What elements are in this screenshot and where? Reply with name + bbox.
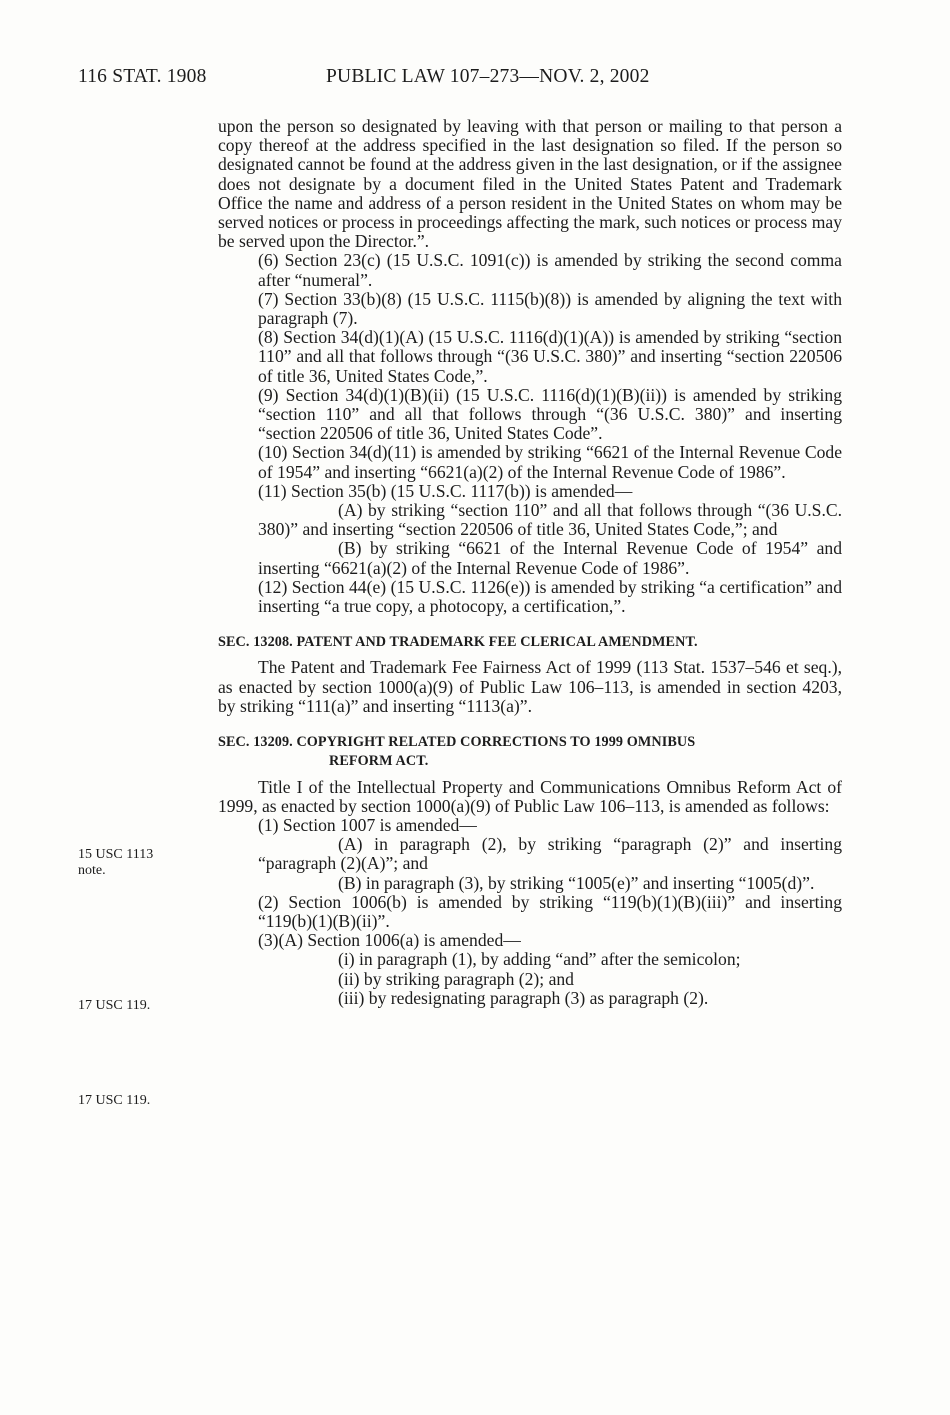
item-3-a-i: (i) in paragraph (1), by adding “and” after the semicolon;: [338, 949, 741, 970]
paragraph-11-b: (B) by striking “6621 of the Internal Revenue Code of 1954” and inserting “6621(a)(2) of the Internal Revenue Code of 1986”.: [258, 538, 842, 578]
document-body: [218, 117, 842, 1008]
margin-note-15usc1113: 15 USC 1113: [78, 847, 154, 862]
paragraph-11: (11) Section 35(b) (15 U.S.C. 1117(b)) is amended—: [258, 480, 633, 501]
section-heading-13208: SEC. 13208. PATENT AND TRADEMARK FEE CLERICAL AMENDMENT.: [218, 634, 698, 651]
item-3-a: (3)(A) Section 1006(a) is amended—: [258, 930, 521, 951]
section-heading-13209-cont: REFORM ACT.: [329, 753, 429, 770]
margin-note-17usc119-a: 17 USC 119.: [78, 998, 151, 1013]
item-3-a-ii: (ii) by striking paragraph (2); and: [338, 968, 574, 989]
item-3-a-iii: (iii) by redesignating paragraph (3) as paragraph (2).: [338, 987, 709, 1008]
item-1: (1) Section 1007 is amended—: [258, 814, 477, 835]
section-heading-13209: SEC. 13209. COPYRIGHT RELATED CORRECTIONS TO 1999 OMNIBUS: [218, 734, 696, 751]
page-citation: 116 STAT. 1908: [78, 66, 207, 87]
item-1-b: (B) in paragraph (3), by striking “1005(e)” and inserting “1005(d)”.: [338, 872, 815, 893]
item-1-a: (A) in paragraph (2), by striking “paragraph (2)” and inserting “paragraph (2)(A)”; and: [258, 834, 842, 874]
paragraph-6: (6) Section 23(c) (15 U.S.C. 1091(c)) is amended by striking the second comma after “numeral”.: [258, 250, 842, 290]
section-13209-intro: Title I of the Intellectual Property and Communications Omnibus Reform Act of 1999, as enacted by section 1000(a)(9) of Public Law 106–113, is amended as follows:: [218, 776, 842, 816]
item-2: (2) Section 1006(b) is amended by striking “119(b)(1)(B)(iii)” and inserting “119(b)(1)(B)(ii)”.: [258, 891, 842, 931]
paragraph-10: (10) Section 34(d)(11) is amended by striking “6621 of the Internal Revenue Code of 1954” and inserting “6621(a)(2) of the Internal Revenue Code of 1986”.: [258, 442, 842, 482]
section-13208-text: The Patent and Trademark Fee Fairness Act of 1999 (113 Stat. 1537–546 et seq.), as enacted by section 1000(a)(9) of Public Law 106–113, is amended in section 4203, by striking “111(a)” and inserting “1113(a)”.: [218, 657, 842, 716]
paragraph-continued: upon the person so designated by leaving with that person or mailing to that person a copy thereof at the address specified in the last designation so filed. If the person so designated cannot be found at the address given in the last designation, or if the assignee does not designate by a document filed in the United States Patent and Trademark Office the name and address of a person resident in the United States on whom may be served notices or process in proceedings affecting the mark, such notices or process may be served upon the Director.”.: [218, 116, 842, 252]
paragraph-7: (7) Section 33(b)(8) (15 U.S.C. 1115(b)(8)) is amended by aligning the text with paragraph (7).: [258, 288, 842, 329]
paragraph-9: (9) Section 34(d)(1)(B)(ii) (15 U.S.C. 1116(d)(1)(B)(ii)) is amended by striking “section 110” and all that follows through “(36 U.S.C. 380)” and inserting “section 220506 of title 36, United States Code”.: [258, 384, 842, 444]
paragraph-8: (8) Section 34(d)(1)(A) (15 U.S.C. 1116(d)(1)(A)) is amended by striking “section 110” and all that follows through “(36 U.S.C. 380)” and inserting “section 220506 of title 36, United States Code,”.: [258, 327, 842, 386]
margin-note-note: note.: [78, 863, 106, 878]
paragraph-12: (12) Section 44(e) (15 U.S.C. 1126(e)) is amended by striking “a certification” and inserting “a true copy, a photocopy, a certification,”.: [258, 576, 842, 617]
paragraph-11-a: (A) by striking “section 110” and all that follows through “(36 U.S.C. 380)” and inserting “section 220506 of title 36, United States Code,”; and: [258, 500, 842, 540]
margin-note-17usc119-b: 17 USC 119.: [78, 1093, 151, 1108]
running-head: PUBLIC LAW 107–273—NOV. 2, 2002: [326, 66, 650, 87]
